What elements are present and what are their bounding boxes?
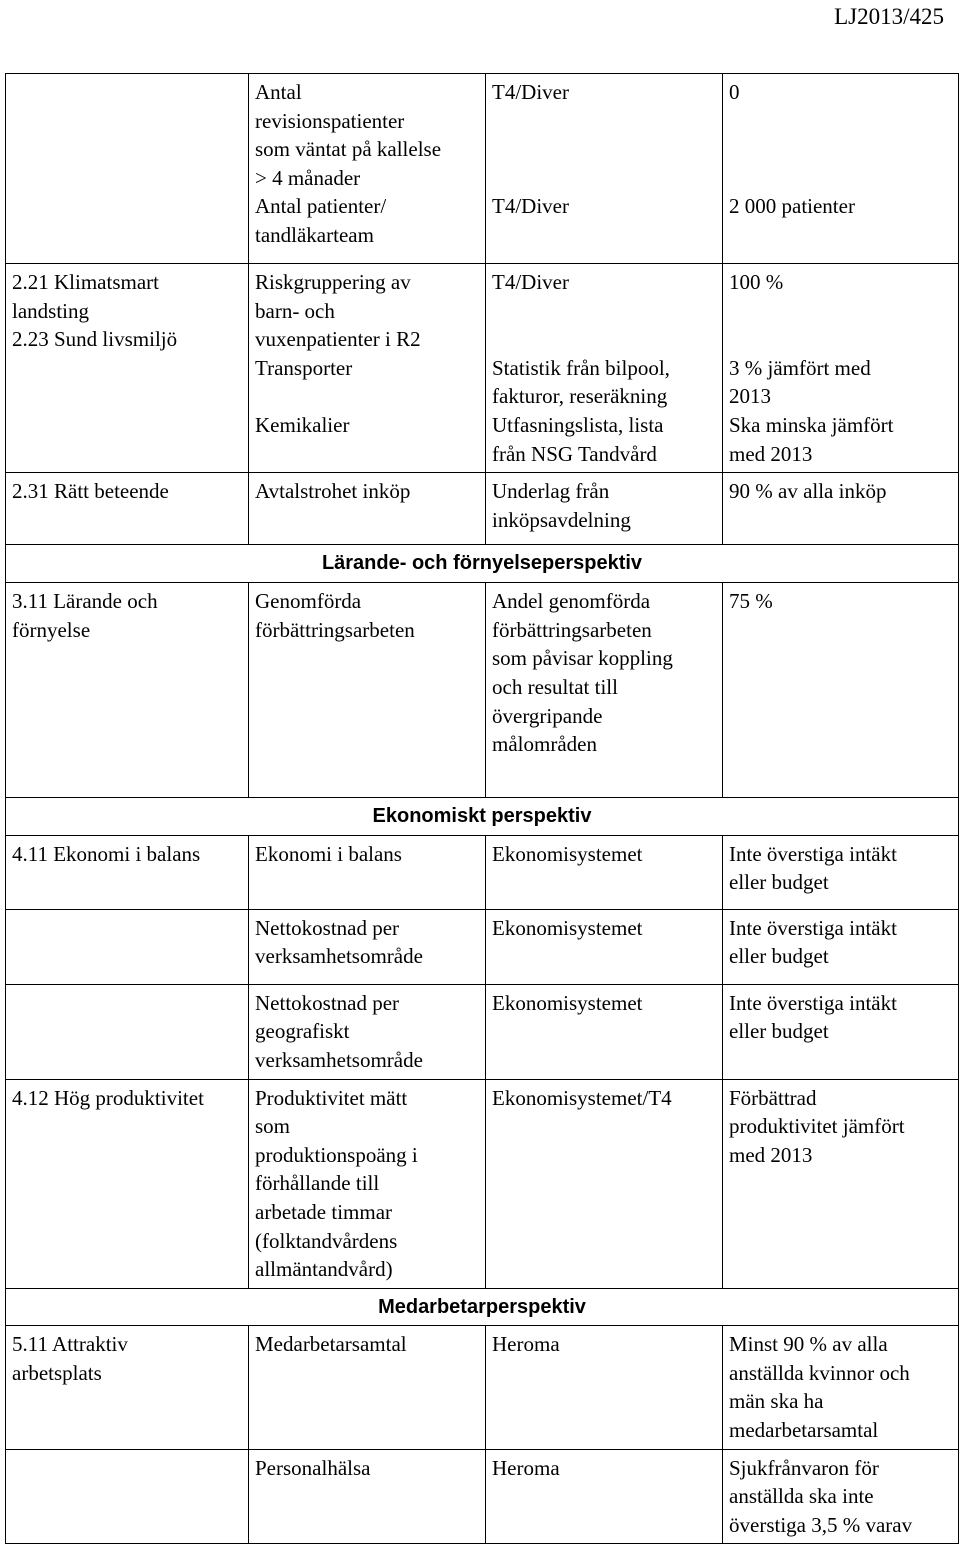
cell-line: som <box>255 1114 291 1139</box>
cell-text: 4.12 Hög produktivitet <box>12 1085 204 1110</box>
cell-line: Produktivitet mätt <box>255 1085 408 1110</box>
cell-text: Ekonomisystemet/T4 <box>492 1085 672 1110</box>
cell-line: > 4 månader <box>255 165 361 190</box>
goal-cell <box>6 74 249 264</box>
cell-line <box>492 164 716 193</box>
table-row <box>6 1326 959 1449</box>
measure-cell <box>249 264 486 473</box>
cell-text: Personalhälsa <box>255 1455 371 1480</box>
cell-line: T4/Diver <box>492 80 569 104</box>
cell-line: tandläkarteam <box>255 222 374 247</box>
cell-line: T4/Diver <box>492 270 569 294</box>
cell-line: från NSG Tandvård <box>492 441 657 466</box>
target-cell <box>723 1326 959 1449</box>
source-cell <box>486 264 723 473</box>
cell-line: 3.11 Lärande och <box>12 589 158 614</box>
cell-line <box>729 164 952 193</box>
measure-cell <box>249 835 486 909</box>
cell-line: 2.21 Klimatsmart <box>12 270 159 294</box>
measure-cell <box>249 909 486 984</box>
measure-cell <box>249 1079 486 1288</box>
cell-line: barn- och <box>255 298 335 323</box>
section-header-row <box>6 1288 959 1326</box>
cell-line: förhållande till <box>255 1171 380 1196</box>
cell-text: Avtalstrohet inköp <box>255 479 411 504</box>
source-cell <box>486 473 723 545</box>
cell-line: Inte överstiga intäkt <box>729 841 897 866</box>
cell-line: 5.11 Attraktiv <box>12 1332 128 1357</box>
table-row <box>6 264 959 473</box>
cell-text: Ekonomisystemet <box>492 990 643 1015</box>
cell-line: 2 000 patienter <box>729 194 855 219</box>
cell-line: 2.23 Sund livsmiljö <box>12 327 178 352</box>
target-cell <box>723 583 959 798</box>
cell-line: anställda kvinnor och <box>729 1360 910 1385</box>
cell-line: allmäntandvård) <box>255 1257 393 1282</box>
cell-line <box>492 135 716 164</box>
cell-line: Minst 90 % av alla <box>729 1332 888 1357</box>
goal-cell <box>6 1326 249 1449</box>
cell-line: Statistik från bilpool, <box>492 355 670 380</box>
cell-line: målområden <box>492 732 597 757</box>
cell-line: 3 % jämfört med <box>729 355 871 380</box>
goal-cell <box>6 264 249 473</box>
cell-line <box>255 382 479 411</box>
cell-text <box>12 78 242 107</box>
cell-line: Transporter <box>255 355 353 380</box>
source-cell <box>486 74 723 264</box>
target-cell <box>723 984 959 1079</box>
target-cell <box>723 1079 959 1288</box>
cell-line: Antal <box>255 80 302 104</box>
source-cell <box>486 835 723 909</box>
cell-line: geografiskt <box>255 1019 350 1044</box>
target-cell <box>723 264 959 473</box>
cell-line: anställda ska inte <box>729 1484 874 1509</box>
table-row <box>6 1079 959 1288</box>
cell-line: verksamhetsområde <box>255 1047 423 1072</box>
cell-line: Andel genomförda <box>492 589 651 614</box>
cell-text: 75 % <box>729 589 773 614</box>
cell-line: Nettokostnad per <box>255 990 400 1015</box>
cell-line: med 2013 <box>729 441 813 466</box>
cell-text: Ekonomisystemet <box>492 915 643 940</box>
cell-line: arbetsplats <box>12 1360 102 1385</box>
section-title: Medarbetarperspektiv <box>6 1288 959 1326</box>
cell-line: Genomförda <box>255 589 362 614</box>
target-cell <box>723 1449 959 1544</box>
cell-line: produktionspoäng i <box>255 1142 418 1167</box>
cell-line: förbättringsarbeten <box>492 617 652 642</box>
section-header-row <box>6 798 959 836</box>
cell-text: 4.11 Ekonomi i balans <box>12 841 201 866</box>
table-row <box>6 984 959 1079</box>
cell-line: Ska minska jämfört <box>729 412 894 437</box>
cell-text: Ekonomisystemet <box>492 841 643 866</box>
cell-line <box>729 325 952 354</box>
cell-text: 90 % av alla inköp <box>729 479 887 504</box>
goal-cell <box>6 835 249 909</box>
cell-line: T4/Diver <box>492 194 569 219</box>
cell-line: inköpsavdelning <box>492 507 631 532</box>
goal-cell <box>6 473 249 545</box>
cell-line: Sjukfrånvaron för <box>729 1455 879 1480</box>
cell-text: Medarbetarsamtal <box>255 1332 407 1357</box>
measure-cell <box>249 1449 486 1544</box>
cell-line <box>492 325 716 354</box>
cell-line: Inte överstiga intäkt <box>729 990 897 1015</box>
cell-line: eller budget <box>729 1019 829 1044</box>
cell-text <box>12 914 242 943</box>
cell-line: med 2013 <box>729 1142 813 1167</box>
measure-cell <box>249 473 486 545</box>
cell-line: produktivitet jämfört <box>729 1114 905 1139</box>
cell-line <box>492 107 716 136</box>
target-cell <box>723 835 959 909</box>
table-row <box>6 835 959 909</box>
source-cell <box>486 984 723 1079</box>
source-cell <box>486 1449 723 1544</box>
cell-line: verksamhetsområde <box>255 944 423 969</box>
cell-line: män ska ha <box>729 1389 824 1414</box>
cell-text: 2.31 Rätt beteende <box>12 479 169 504</box>
cell-line: som väntat på kallelse <box>255 137 442 162</box>
cell-line: 2013 <box>729 384 771 409</box>
cell-line: (folktandvårdens <box>255 1228 398 1253</box>
goal-cell <box>6 1449 249 1544</box>
cell-text <box>12 1454 242 1483</box>
cell-line: vuxenpatienter i R2 <box>255 327 421 352</box>
cell-line: Kemikalier <box>255 412 350 437</box>
cell-line: landsting <box>12 298 89 323</box>
cell-text: Heroma <box>492 1332 560 1357</box>
measure-cell <box>249 984 486 1079</box>
table-row <box>6 1449 959 1544</box>
cell-text: Ekonomi i balans <box>255 841 402 866</box>
table-row <box>6 909 959 984</box>
cell-line <box>729 107 952 136</box>
cell-text <box>12 989 242 1018</box>
source-cell <box>486 909 723 984</box>
cell-line: som påvisar koppling <box>492 646 673 671</box>
cell-line: Nettokostnad per <box>255 915 400 940</box>
table-row <box>6 74 959 264</box>
cell-line: 100 % <box>729 270 784 294</box>
goal-cell <box>6 583 249 798</box>
cell-text: Heroma <box>492 1455 560 1480</box>
measure-cell <box>249 1326 486 1449</box>
table-row <box>6 473 959 545</box>
cell-line: övergripande <box>492 703 603 728</box>
cell-line <box>492 297 716 326</box>
document-id: LJ2013/425 <box>834 4 944 29</box>
cell-line: fakturor, reseräkning <box>492 384 668 409</box>
cell-line: Förbättrad <box>729 1085 817 1110</box>
cell-line: arbetade timmar <box>255 1199 393 1224</box>
cell-line: eller budget <box>729 944 829 969</box>
cell-line: eller budget <box>729 870 829 895</box>
source-cell <box>486 1079 723 1288</box>
section-title: Ekonomiskt perspektiv <box>6 798 959 836</box>
goals-table <box>5 73 959 1544</box>
goal-cell <box>6 984 249 1079</box>
cell-line: Inte överstiga intäkt <box>729 915 897 940</box>
target-cell <box>723 473 959 545</box>
target-cell <box>723 909 959 984</box>
cell-line: förbättringsarbeten <box>255 617 415 642</box>
goal-cell <box>6 1079 249 1288</box>
goal-cell <box>6 909 249 984</box>
section-title: Lärande- och förnyelseperspektiv <box>6 545 959 583</box>
source-cell <box>486 583 723 798</box>
target-cell <box>723 74 959 264</box>
cell-line <box>729 135 952 164</box>
cell-line: Riskgruppering av <box>255 270 411 294</box>
section-header-row <box>6 545 959 583</box>
cell-line: förnyelse <box>12 617 91 642</box>
measure-cell <box>249 583 486 798</box>
cell-line: 0 <box>729 80 740 104</box>
cell-line: Antal patienter/ <box>255 194 387 219</box>
cell-line: och resultat till <box>492 674 618 699</box>
measure-cell <box>249 74 486 264</box>
cell-line: överstiga 3,5 % varav <box>729 1512 913 1537</box>
cell-line: Underlag från <box>492 479 610 504</box>
table-row <box>6 583 959 798</box>
cell-line: medarbetarsamtal <box>729 1418 879 1443</box>
cell-line: Utfasningslista, lista <box>492 412 664 437</box>
cell-line: revisionspatienter <box>255 108 405 133</box>
source-cell <box>486 1326 723 1449</box>
cell-line <box>729 297 952 326</box>
